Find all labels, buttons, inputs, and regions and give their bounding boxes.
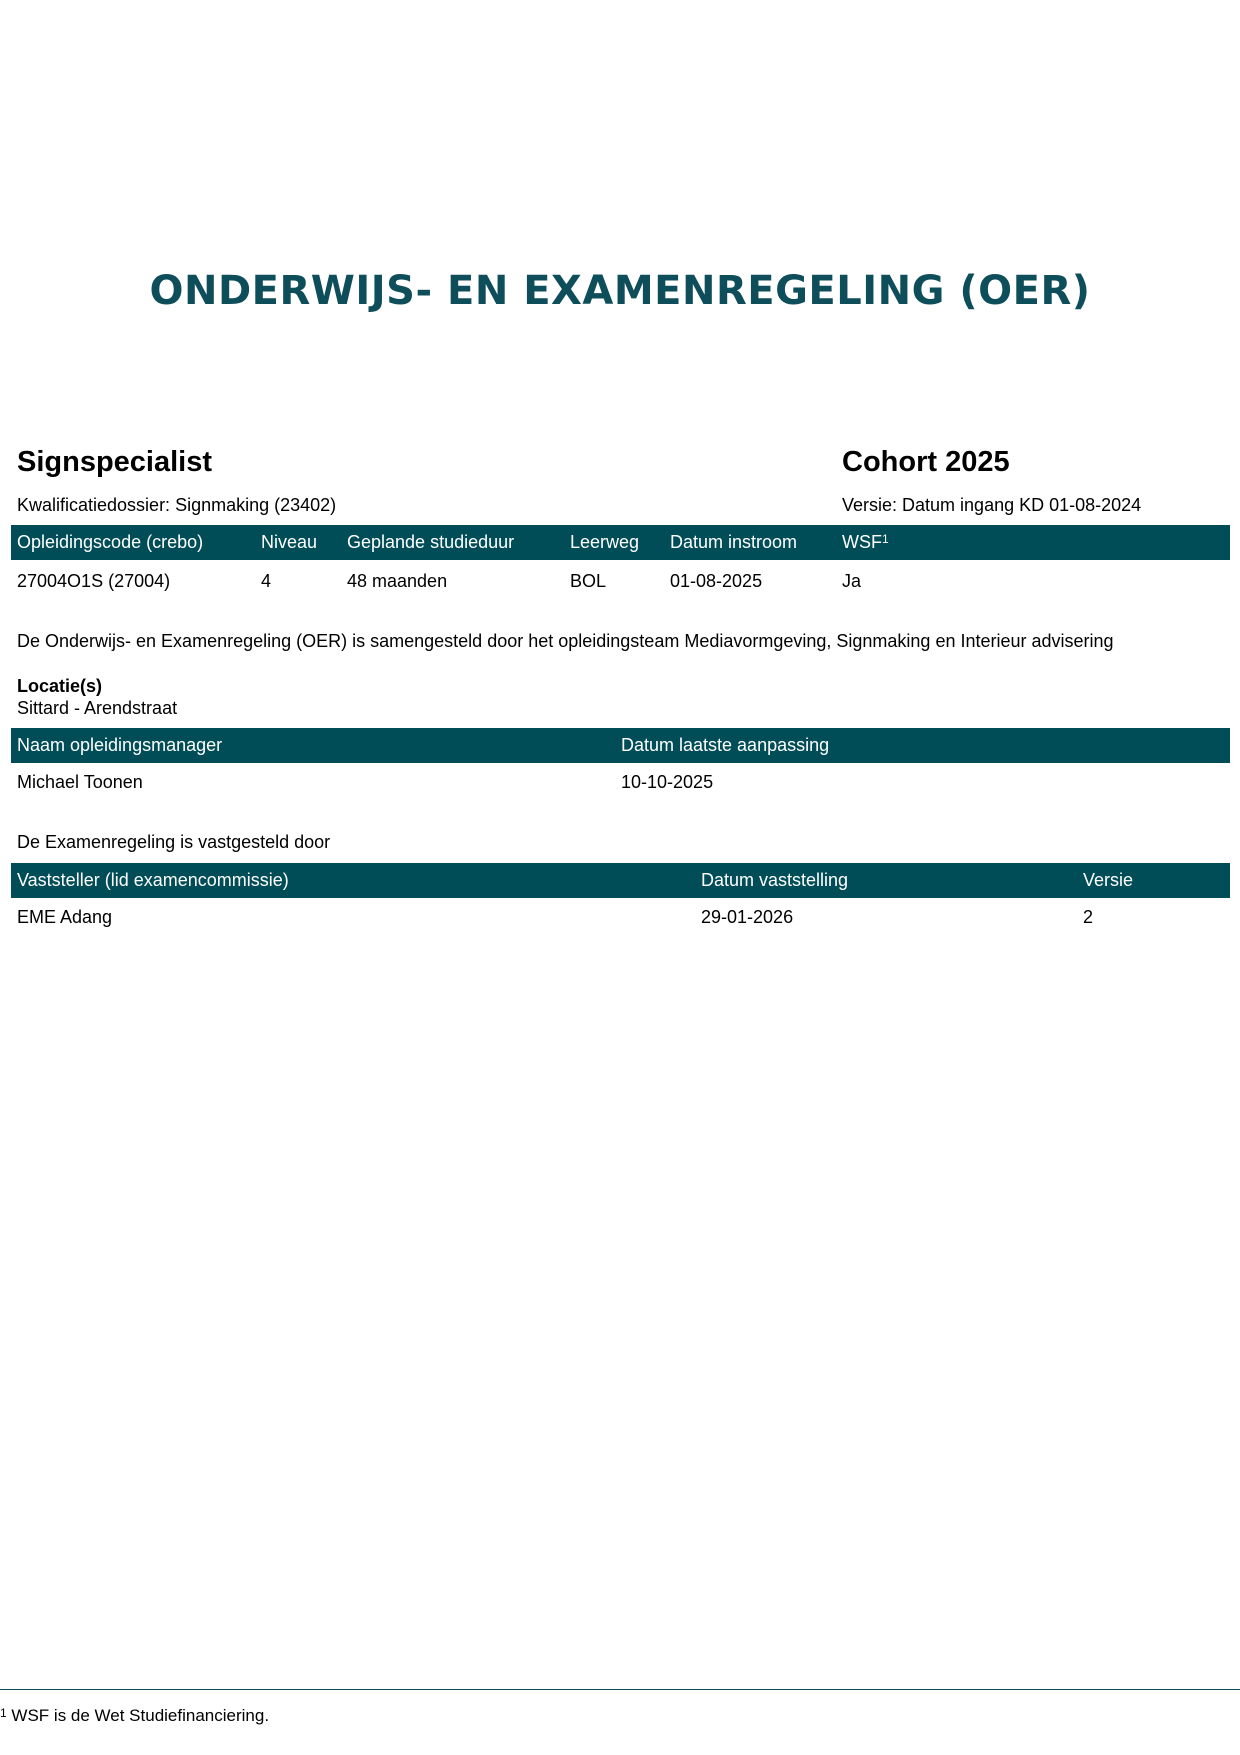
- footnote-divider: [0, 1689, 1240, 1690]
- cell-niveau: 4: [261, 571, 272, 591]
- version-label: Versie: Datum ingang KD 01-08-2024: [842, 495, 1142, 515]
- cell-crebo: 27004O1S (27004): [17, 571, 171, 591]
- header-datum-instroom: Datum instroom: [670, 532, 798, 552]
- header-versie: Versie: [1083, 870, 1134, 890]
- manager-table-header: [11, 728, 1230, 763]
- header-wsf-label: WSF: [842, 532, 882, 552]
- composition-text: De Onderwijs- en Examenregeling (OER) is samengesteld door het opleidingsteam Mediavormgeving, Signmaking en Interieur advisering: [17, 631, 1114, 651]
- header-studieduur: Geplande studieduur: [347, 532, 515, 552]
- cell-opleidingsmanager: Michael Toonen: [17, 772, 143, 792]
- exam-table-header: [11, 863, 1230, 898]
- header-crebo: Opleidingscode (crebo): [17, 532, 204, 552]
- footnote: [0, 1706, 269, 1726]
- exam-text: De Examenregeling is vastgesteld door: [17, 832, 331, 852]
- cell-datum-instroom: 01-08-2025: [670, 571, 763, 591]
- program-name: Signspecialist: [17, 446, 213, 478]
- qualification-dossier: Kwalificatiedossier: Signmaking (23402): [17, 495, 337, 515]
- locations-label: Locatie(s): [17, 676, 103, 696]
- cell-vaststeller: EME Adang: [17, 907, 113, 927]
- header-wsf: [842, 525, 889, 560]
- cell-versie: 2: [1083, 907, 1094, 927]
- info-table-header: [11, 525, 1230, 560]
- cell-datum-vaststelling: 29-01-2026: [701, 907, 794, 927]
- footnote-text: WSF is de Wet Studiefinanciering.: [11, 1706, 270, 1725]
- footnote-mark: 1: [0, 1706, 7, 1720]
- header-niveau: Niveau: [261, 532, 318, 552]
- header-opleidingsmanager: Naam opleidingsmanager: [17, 735, 223, 755]
- footnote-ref: 1: [882, 532, 889, 546]
- cell-laatste-aanpassing: 10-10-2025: [621, 772, 714, 792]
- cohort-label: Cohort 2025: [842, 446, 1010, 478]
- header-datum-vaststelling: Datum vaststelling: [701, 870, 849, 890]
- cell-studieduur: 48 maanden: [347, 571, 448, 591]
- page-title: ONDERWIJS- EN EXAMENREGELING (OER): [149, 268, 1091, 314]
- header-laatste-aanpassing: Datum laatste aanpassing: [621, 735, 830, 755]
- cell-wsf: Ja: [842, 571, 862, 591]
- header-vaststeller: Vaststeller (lid examencommissie): [17, 870, 289, 890]
- locations-value: Sittard - Arendstraat: [17, 698, 178, 718]
- cell-leerweg: BOL: [570, 571, 607, 591]
- header-leerweg: Leerweg: [570, 532, 640, 552]
